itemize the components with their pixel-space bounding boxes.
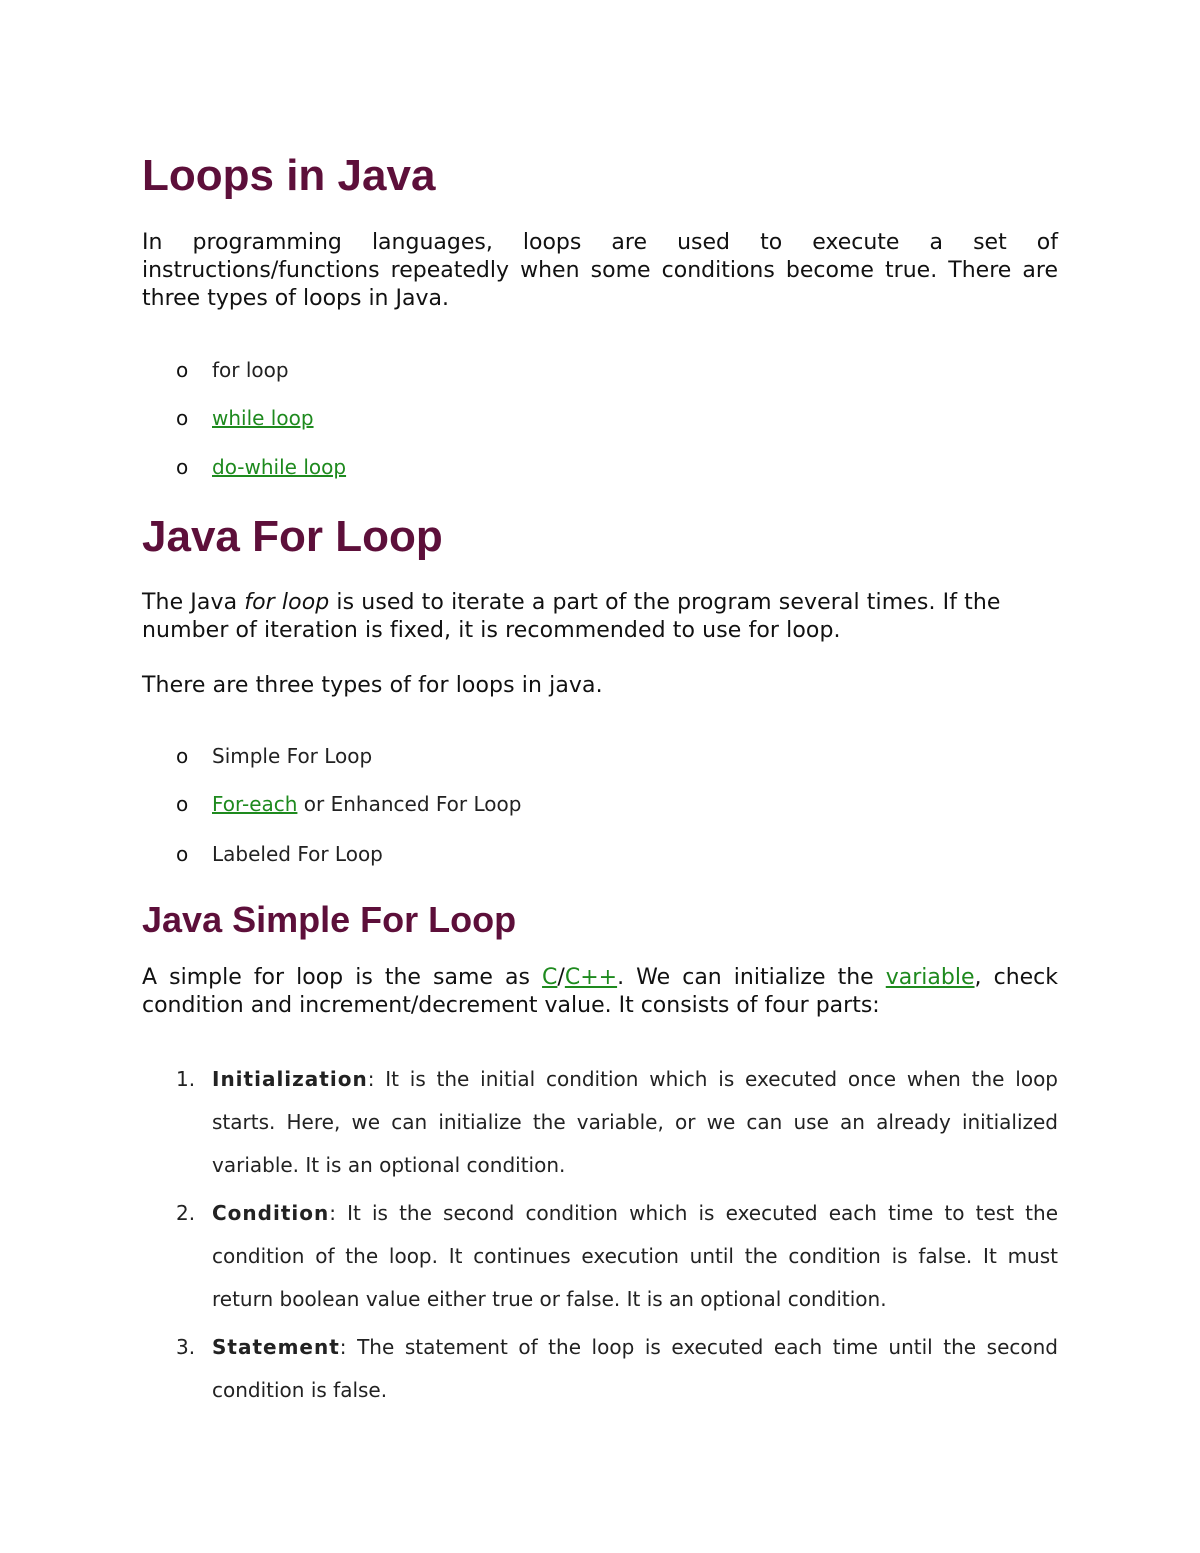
text-run: is used to iterate a part of the program several times. If the number of iteration is fixed, it is recommended to use for loop. xyxy=(142,590,1001,643)
for-loop-types-list xyxy=(142,742,1058,868)
list-item xyxy=(142,1326,1058,1412)
loop-types-list xyxy=(142,356,1058,481)
heading-java-simple-for-loop: Java Simple For Loop xyxy=(142,899,517,940)
bullet-marker: o xyxy=(176,406,189,430)
list-item xyxy=(142,840,1058,868)
simple-for-loop-paragraph xyxy=(142,964,1058,1020)
for-loop-types-intro: There are three types of for loops in java. xyxy=(142,673,603,698)
intro-paragraph: In programming languages, loops are used to execute a set of instructions/functions repeatedly when some conditions become true. There are three types of loops in Java. xyxy=(142,230,1058,311)
bullet-marker: o xyxy=(176,455,189,479)
list-term: Initialization xyxy=(212,1067,368,1091)
for-each-link[interactable]: For-each xyxy=(212,792,298,816)
list-number: 3. xyxy=(176,1335,196,1359)
bullet-marker: o xyxy=(176,792,189,816)
text-run: , check condition and increment/decrement value. It consists of four parts: xyxy=(142,965,1059,1018)
list-item xyxy=(142,790,1058,818)
text-run: A simple for loop is the same as xyxy=(142,965,543,990)
bullet-marker: o xyxy=(176,842,189,866)
for-loop-paragraph xyxy=(142,589,1058,645)
heading-java-for-loop: Java For Loop xyxy=(142,512,443,561)
list-number: 2. xyxy=(176,1201,196,1225)
document-content xyxy=(142,150,1058,1412)
c-link[interactable]: C xyxy=(542,965,558,990)
list-number: 1. xyxy=(176,1067,196,1091)
text-run: . We can initialize the xyxy=(617,965,886,990)
cpp-link[interactable]: C++ xyxy=(564,965,618,990)
while-loop-link[interactable]: while loop xyxy=(212,406,314,430)
list-item xyxy=(142,742,1058,770)
list-desc: : It is the initial condition which is executed once when the loop starts. Here, we can initialize the variable, or we can use an already initialized variable. It is an optional condition. xyxy=(212,1067,1058,1177)
list-desc: : The statement of the loop is executed each time until the second condition is false. xyxy=(212,1335,1058,1402)
list-item xyxy=(142,356,1058,384)
list-item-text: Simple For Loop xyxy=(212,744,373,768)
list-term: Statement xyxy=(212,1335,340,1359)
heading-loops-in-java: Loops in Java xyxy=(142,151,436,200)
for-loop-emphasis: for loop xyxy=(244,590,330,615)
do-while-loop-link[interactable]: do-while loop xyxy=(212,455,347,479)
list-item xyxy=(142,1192,1058,1321)
text-run: The Java xyxy=(142,590,245,615)
list-term: Condition xyxy=(212,1201,330,1225)
list-item-text: or Enhanced For Loop xyxy=(297,792,522,816)
list-item xyxy=(142,404,1058,432)
bullet-marker: o xyxy=(176,358,189,382)
list-desc: : It is the second condition which is executed each time to test the condition of the loop. It continues execution until the condition is false. It must return boolean value either true or false. It is an optional condition. xyxy=(212,1201,1058,1311)
variable-link[interactable]: variable xyxy=(885,965,975,990)
list-item xyxy=(142,453,1058,481)
text-run: / xyxy=(557,965,565,990)
list-item-text: Labeled For Loop xyxy=(212,842,383,866)
for-loop-parts-list xyxy=(142,1058,1058,1412)
list-item xyxy=(142,1058,1058,1187)
bullet-marker: o xyxy=(176,744,189,768)
list-item-text: for loop xyxy=(212,358,289,382)
